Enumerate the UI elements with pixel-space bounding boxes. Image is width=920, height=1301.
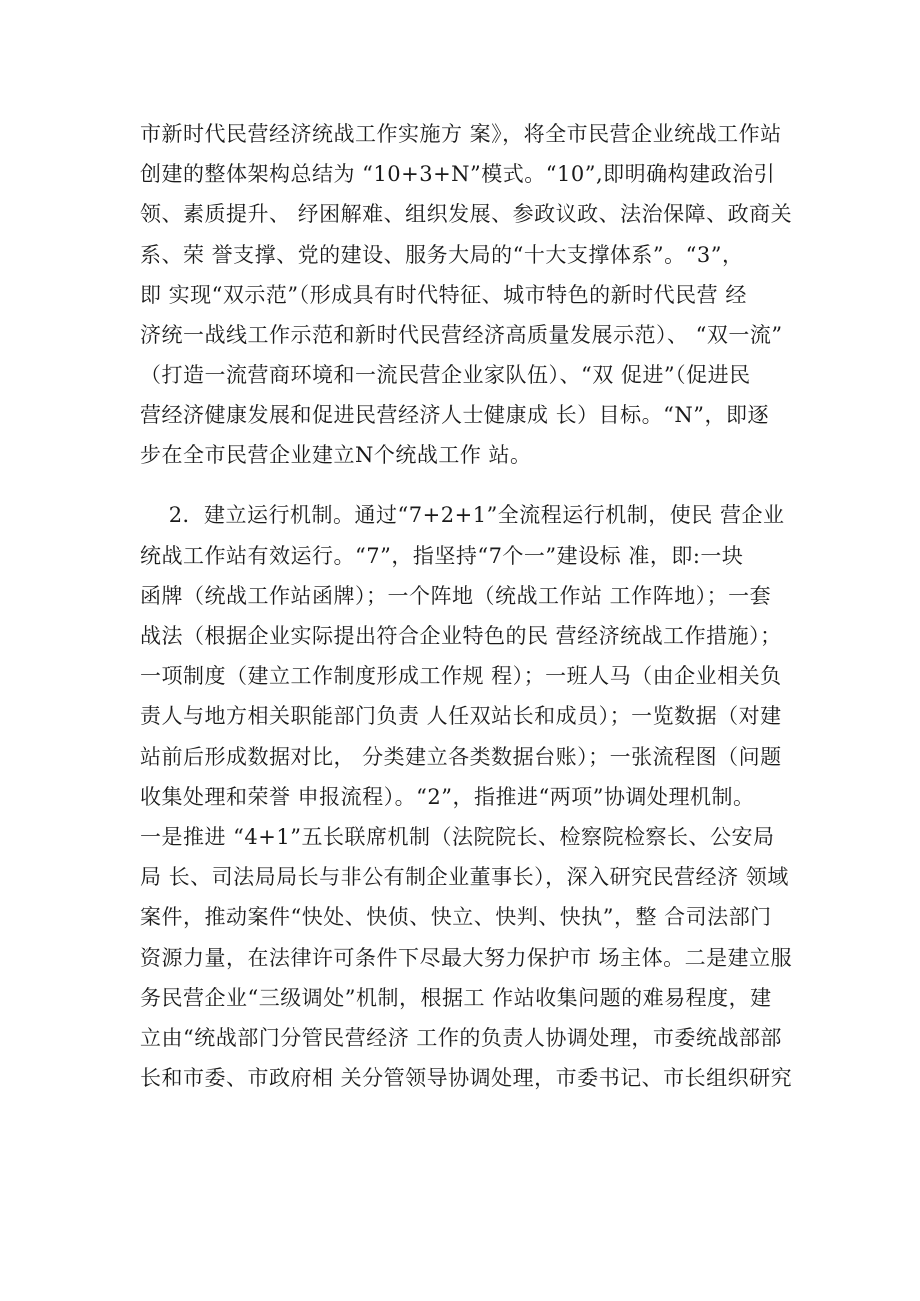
text-line: 立由“统战部门分管民营经济 工作的负责人协调处理，市委统战部部 xyxy=(140,1026,782,1050)
text-line: 2．建立运行机制。通过“7+2+1”全流程运行机制，使民 营企业 xyxy=(140,503,785,527)
text-line: 责人与地方相关职能部门负责 人任双站长和成员）；一览数据（对建 xyxy=(140,704,782,728)
text-line: 战法（根据企业实际提出符合企业特色的民 营经济统战工作措施）； xyxy=(140,624,782,648)
text-line: 案件，推动案件“快处、快侦、快立、快判、快执”，整 合司法部门 xyxy=(140,905,772,929)
text-line: 收集处理和荣誉 申报流程）。“2”，指推进“两项”协调处理机制。 xyxy=(140,785,755,809)
text-line: 站前后形成数据对比， 分类建立各类数据台账）；一张流程图（问题 xyxy=(140,745,782,769)
text-line: 统战工作站有效运行。“7”，指坚持“7个一”建设标 准，即:一块 xyxy=(140,544,744,568)
text-line: 步在全市民营企业建立N个统战工作 站。 xyxy=(140,443,532,467)
text-line: 函牌（统战工作站函牌）；一个阵地（统战工作站 工作阵地）；一套 xyxy=(140,584,772,608)
text-line: 即 实现“双示范”（形成具有时代特征、城市特色的新时代民营 经 xyxy=(140,283,747,307)
text-line: 营经济健康发展和促进民营经济人士健康成 长）目标。“N”，即逐 xyxy=(140,403,770,427)
text-line: 一是推进 “4+1”五长联席机制（法院院长、检察院检察长、公安局 xyxy=(140,825,775,849)
text-line: 资源力量，在法律许可条件下尽最大努力保护市 场主体。二是建立服 xyxy=(140,946,793,970)
text-line: 领、素质提升、 纾困解难、组织发展、参政议政、法治保障、政商关 xyxy=(140,202,793,226)
text-line: 局 长、司法局局长与非公有制企业董事长），深入研究民营经济 领域 xyxy=(140,865,789,889)
text-line: 一项制度（建立工作制度形成工作规 程）；一班人马（由企业相关负 xyxy=(140,664,782,688)
text-line: 系、荣 誉支撑、党的建设、服务大局的“十大支撑体系”。“3”， xyxy=(140,243,744,267)
text-line: 创建的整体架构总结为 “10+3+N”模式。“10”,即明确构建政治引 xyxy=(140,162,776,186)
text-line: （打造一流营商环境和一流民营企业家队伍）、“双 促进”（促进民 xyxy=(140,363,751,387)
text-line: 市新时代民营经济统战工作实施方 案》，将全市民营企业统战工作站 xyxy=(140,122,782,146)
text-line: 长和市委、市政府相 关分管领导协调处理，市委书记、市长组织研究 xyxy=(140,1066,793,1090)
text-line: 济统一战线工作示范和新时代民营经济高质量发展示范）、 “双一流” xyxy=(140,323,783,347)
text-line: 务民营企业“三级调处”机制，根据工 作站收集问题的难易程度，建 xyxy=(140,986,772,1010)
